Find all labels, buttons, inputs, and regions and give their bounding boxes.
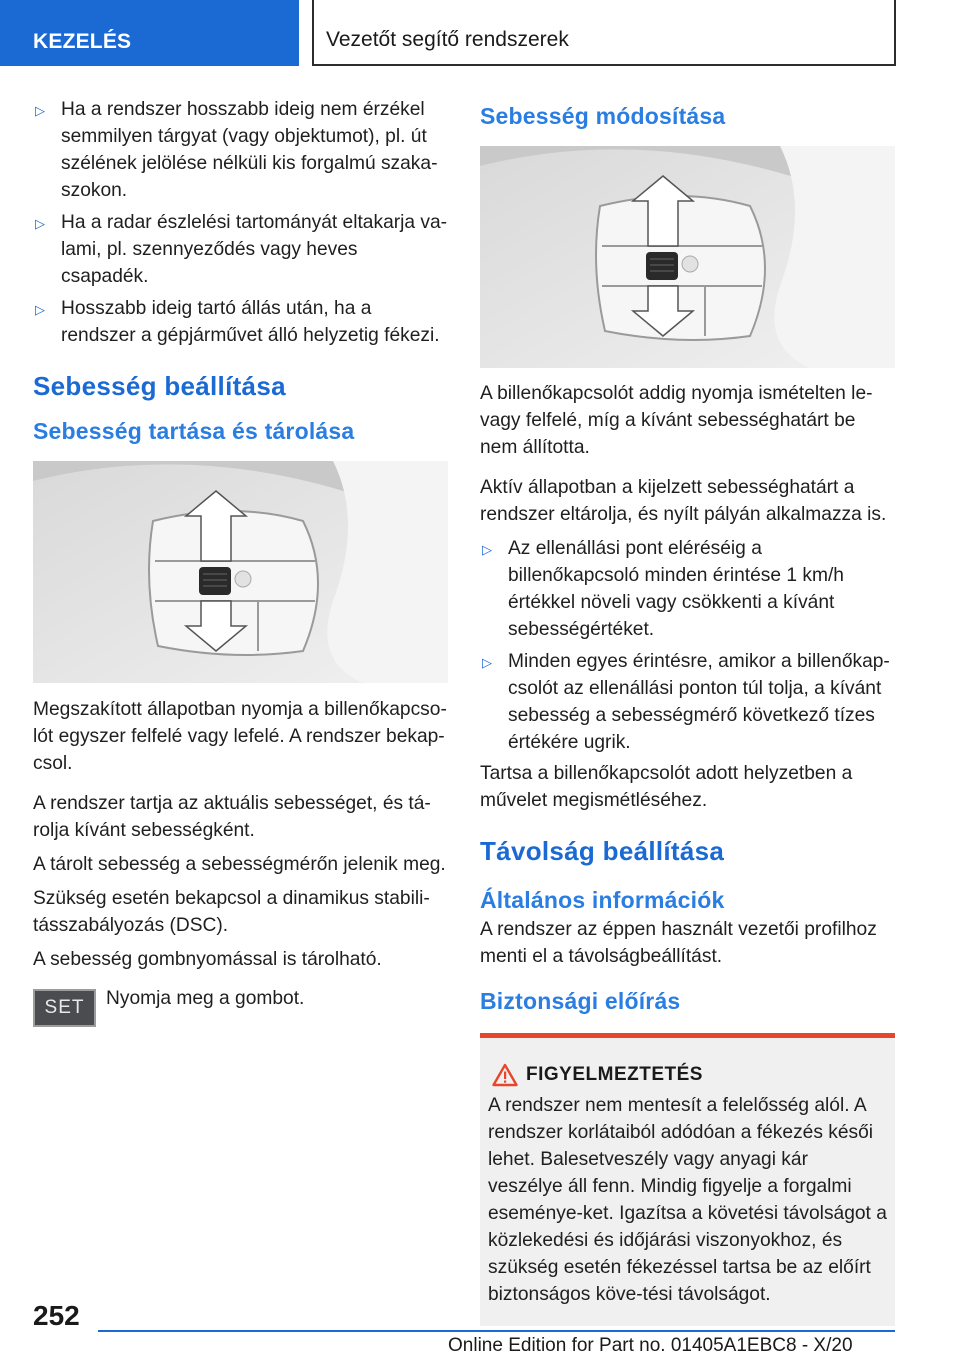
set-instruction bbox=[33, 985, 448, 1033]
bullet-list-speed-steps bbox=[480, 535, 895, 756]
list-item: ▷ Ha a radar észlelési tartományát eltakarja va-lami, pl. szennyeződés vagy heves csapadék. bbox=[35, 212, 448, 287]
chapter-title: Vezetőt segítő rendszerek bbox=[312, 0, 896, 66]
triangle-right-icon: ▷ bbox=[35, 216, 45, 231]
paragraph: A billenőkapcsolót addig nyomja ismételten le- vagy felfelé, míg a kívánt sebességhatárt be nem állította. bbox=[480, 383, 873, 458]
list-item: ▷ Minden egyes érintésre, amikor a billenőkap-csolót az ellenállási ponton túl tolja, a kívánt sebesség a sebességmérő következő tízes értékére ugrik. bbox=[482, 651, 890, 753]
set-instruction-text: Nyomja meg a gombot. bbox=[106, 988, 305, 1009]
heading-speed-hold: Sebesség tartása és tárolása bbox=[33, 418, 355, 444]
section-tab: KEZELÉS bbox=[0, 0, 299, 66]
heading-general-info: Általános információk bbox=[480, 887, 725, 913]
paragraph: A rendszer az éppen használt vezetői profilhoz menti el a távolságbeállítást. bbox=[480, 919, 877, 967]
heading-speed-change: Sebesség módosítása bbox=[480, 103, 726, 129]
page-number: 252 bbox=[33, 1300, 80, 1331]
paragraph: A rendszer tartja az aktuális sebességet, és tá-rolja kívánt sebességként. bbox=[33, 793, 431, 841]
paragraph: A tárolt sebesség a sebességmérőn jelenik meg. bbox=[33, 854, 446, 875]
triangle-right-icon: ▷ bbox=[35, 103, 45, 118]
set-button-icon: SET bbox=[33, 989, 96, 1027]
warning-title: FIGYELMEZTETÉS bbox=[526, 1064, 703, 1085]
footer-edition: Online Edition for Part no. 01405A1EBC8 - X/20 bbox=[448, 1335, 853, 1356]
paragraph: Aktív állapotban a kijelzett sebességhatárt a rendszer eltárolja, és nyílt pályán alkalmazza is. bbox=[480, 477, 887, 525]
paragraph: Megszakított állapotban nyomja a billenőkapcso-lót egyszer felfelé vagy lefelé. A rendszer bekap-csol. bbox=[33, 699, 447, 774]
paragraph: Szükség esetén bekapcsol a dinamikus stabili-tásszabályozás (DSC). bbox=[33, 888, 430, 936]
warning-header bbox=[488, 1060, 887, 1090]
bullet-list-conditions bbox=[33, 96, 448, 349]
list-item: ▷ Ha a rendszer hosszabb ideig nem érzékel semmilyen tárgyat (vagy objektumot), pl. út szélének jelölése nélküli kis forgalmú szaka-szokon. bbox=[35, 99, 438, 201]
steering-rocker-image bbox=[33, 461, 448, 683]
footer-divider bbox=[98, 1330, 895, 1332]
list-item: ▷ Az ellenállási pont eléréséig a billenőkapcsoló minden érintése 1 km/h értékkel növeli vagy csökkenti a kívánt sebességértéket. bbox=[482, 538, 844, 640]
page-header bbox=[0, 0, 960, 66]
right-column bbox=[480, 96, 895, 1326]
warning-text: A rendszer nem mentesít a felelősség alól. A rendszer korlátaiból adódóan a fékezés késői lehet. Balesetveszély vagy anyagi kár veszélye áll fenn. Mindig figyelje a forgalmi eseménye-ket. Igazítsa a követési távolságot a közlekedési és időjárási viszonyokhoz, és szükség esetén fékezéssel tartsa be az előírt biztonságos köve-tési távolságot. bbox=[488, 1095, 887, 1305]
warning-box bbox=[480, 1033, 895, 1326]
list-item: ▷ Hosszabb ideig tartó állás után, ha a rendszer a gépjárművet álló helyzetig fékezi. bbox=[35, 298, 440, 346]
paragraph: Tartsa a billenőkapcsolót adott helyzetben a művelet megismétléséhez. bbox=[480, 763, 853, 811]
left-column bbox=[33, 96, 448, 1033]
triangle-right-icon: ▷ bbox=[35, 302, 45, 317]
triangle-right-icon: ▷ bbox=[482, 655, 492, 670]
warning-triangle-icon bbox=[492, 1063, 518, 1097]
triangle-right-icon: ▷ bbox=[482, 542, 492, 557]
paragraph: A sebesség gombnyomással is tárolható. bbox=[33, 949, 382, 970]
heading-speed-setting: Sebesség beállítása bbox=[33, 371, 286, 401]
heading-distance-setting: Távolság beállítása bbox=[480, 836, 725, 866]
steering-rocker-image bbox=[480, 146, 895, 368]
heading-safety: Biztonsági előírás bbox=[480, 988, 681, 1014]
